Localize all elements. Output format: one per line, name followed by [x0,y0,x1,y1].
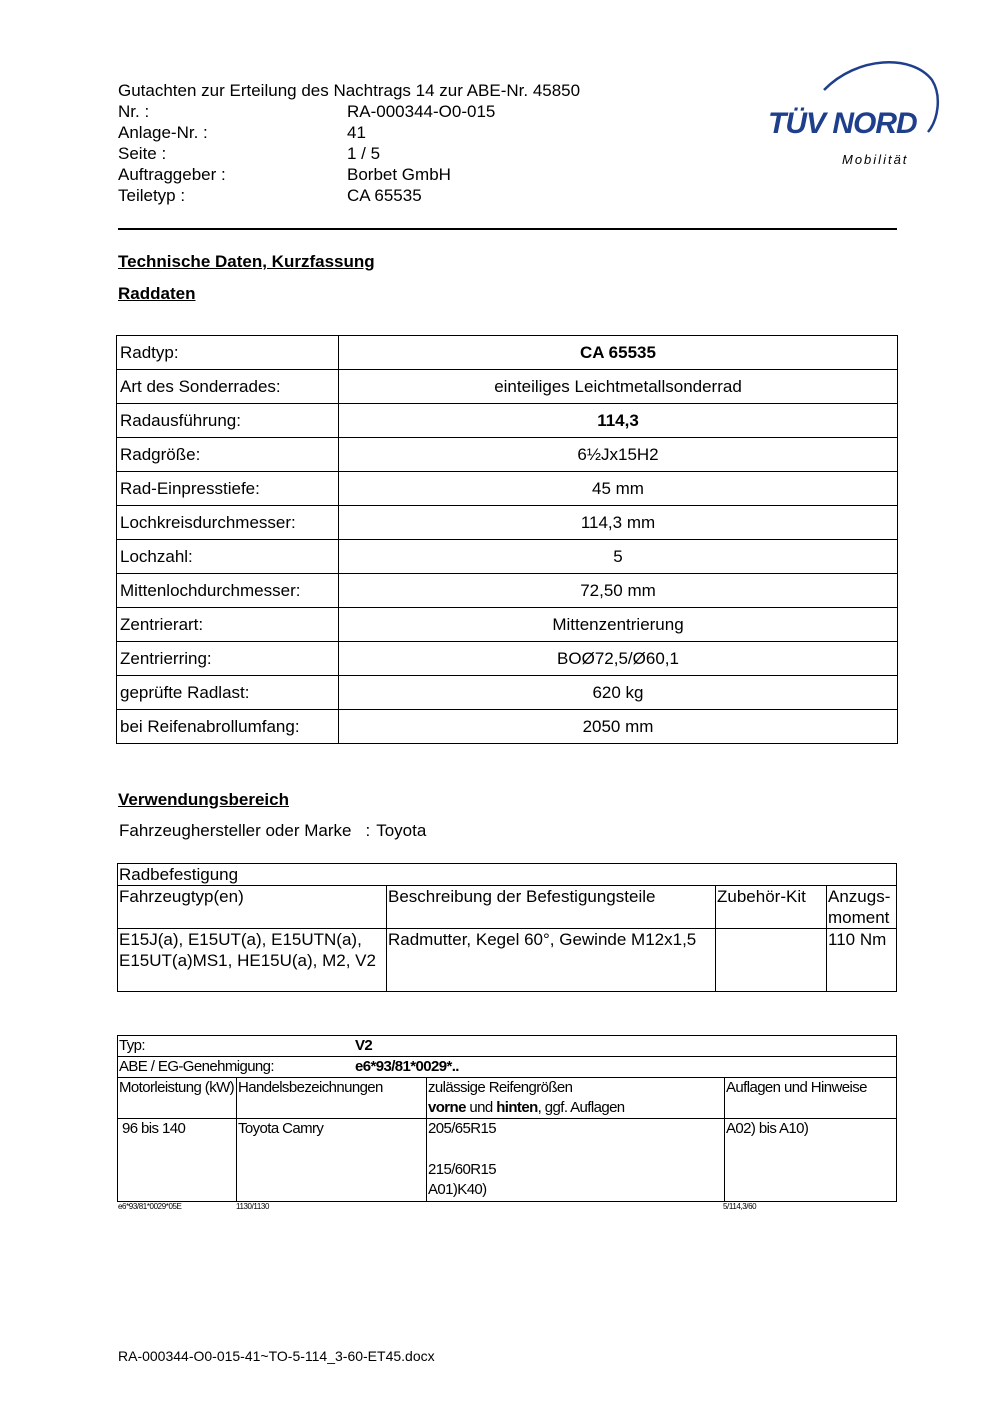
row-label: Radausführung: [117,404,339,438]
abe-row [118,1057,897,1078]
section-verwendungsbereich: Verwendungsbereich [118,790,289,809]
document-header [118,80,580,206]
row-label: geprüfte Radlast: [117,676,339,710]
radbefestigung-table [117,863,897,992]
document-title: Gutachten zur Erteilung des Nachtrags 14 zur ABE-Nr. 45850 [118,81,581,100]
row-value: 45 mm [339,472,898,506]
row-label: Radtyp: [117,336,339,370]
row-label: Lochkreisdurchmesser: [117,506,339,540]
table-row [118,1078,897,1119]
maker-value: Toyota [376,821,427,840]
beschreibung-cell: Radmutter, Kegel 60°, Gewinde M12x1,5 [387,929,716,992]
row-label: Art des Sonderrades: [117,370,339,404]
reifen-hinten: hinten [496,1099,538,1116]
tuev-nord-logo [762,58,942,173]
table-row [117,438,898,472]
table-row [117,336,898,370]
raddaten-table [116,335,898,744]
header-row-teiletyp [118,185,580,206]
header-row-seite [118,143,580,164]
row-value: 6½Jx15H2 [339,438,898,472]
row-value: 5 [339,540,898,574]
header-label: Teiletyp : [118,186,186,205]
table-row [118,1119,897,1202]
column-header: Handelsbezeichnungen [237,1078,427,1119]
footnote-approval: e6*93/81*0029*05E [118,1202,182,1211]
typ-row [118,1036,897,1057]
file-name-footer: RA-000344-O0-015-41~TO-5-114_3-60-ET45.docx [118,1348,435,1364]
row-label: Radgröße: [117,438,339,472]
row-value: einteiliges Leichtmetallsonderrad [339,370,898,404]
anzugsmoment-cell: 110 Nm [827,929,897,992]
table-row [117,642,898,676]
table-row [117,540,898,574]
footnote-bolt: 5/114,3/60 [723,1202,757,1211]
header-label: Seite : [118,144,167,163]
logo-wordmark: TÜV NORD [768,107,917,140]
table-row [117,608,898,642]
reifen-vorne: vorne [428,1099,466,1116]
reifen-size: 215/60R15 [428,1161,496,1178]
table-row [117,676,898,710]
table-row [118,864,897,886]
row-value: Mittenzentrierung [339,608,898,642]
row-value: CA 65535 [339,336,898,370]
typ-label: Typ: [119,1037,145,1054]
reifen-header-line1: zulässige Reifengrößen [428,1079,573,1096]
zubehoer-kit-cell [716,929,827,992]
column-header-reifen [427,1078,725,1119]
row-value: 620 kg [339,676,898,710]
header-label: Auftraggeber : [118,165,226,184]
typ-table [117,1035,897,1202]
footnote-load: 1130/1130 [236,1202,270,1211]
header-value: 41 [347,123,366,142]
table-row [117,472,898,506]
header-value: 1 / 5 [347,144,381,163]
column-header: Anzugs-moment [827,886,897,929]
row-label: Zentrierart: [117,608,339,642]
reifen-rest: , ggf. Auflagen [537,1099,625,1116]
row-value: 72,50 mm [339,574,898,608]
row-value: 2050 mm [339,710,898,744]
fahrzeugtypen-cell: E15J(a), E15UT(a), E15UTN(a), E15UT(a)MS1, HE15U(a), M2, V2 [118,929,387,992]
table-row [117,370,898,404]
column-header: Zubehör-Kit [716,886,827,929]
table-row [118,1057,897,1078]
header-label: Anlage-Nr. : [118,123,208,142]
row-label: Zentrierring: [117,642,339,676]
typ-value: V2 [355,1037,373,1054]
spacer [428,1139,723,1160]
table-row [117,710,898,744]
abe-label: ABE / EG-Genehmigung: [119,1058,274,1075]
reifen-size: 205/65R15 [428,1120,496,1137]
header-row-anlage [118,122,580,143]
header-divider [118,228,897,230]
table-row [117,574,898,608]
table-row [118,886,897,929]
section-raddaten: Raddaten [118,284,196,303]
header-value: Borbet GmbH [347,165,451,184]
abe-value: e6*93/81*0029*.. [355,1058,459,1075]
reifen-auflagen: A01)K40) [428,1181,487,1198]
header-row-auftraggeber [118,164,580,185]
section-technische-daten: Technische Daten, Kurzfassung [118,252,375,271]
reifen-und: und [465,1099,497,1116]
reifen-header-line2 [428,1098,723,1118]
column-header: Motorleistung (kW) [118,1078,237,1119]
header-label: Nr. : [118,102,150,121]
column-header: Beschreibung der Befestigungsteile [387,886,716,929]
table-row [118,929,897,992]
row-label: bei Reifenabrollumfang: [117,710,339,744]
handel-cell: Toyota Camry [237,1119,427,1202]
row-label: Lochzahl: [117,540,339,574]
vehicle-maker-line [119,821,426,841]
column-header: Fahrzeugtyp(en) [118,886,387,929]
reifen-cell [427,1119,725,1202]
row-label: Mittenlochdurchmesser: [117,574,339,608]
row-value: 114,3 [339,404,898,438]
maker-separator: : [365,821,371,840]
befestigung-title: Radbefestigung [118,864,897,886]
maker-label: Fahrzeughersteller oder Marke [119,821,352,840]
logo-subtitle: Mobilität [842,152,909,167]
row-value: BOØ72,5/Ø60,1 [339,642,898,676]
header-value: CA 65535 [347,186,422,205]
column-header: Auflagen und Hinweise [725,1078,897,1119]
row-value: 114,3 mm [339,506,898,540]
row-label: Rad-Einpresstiefe: [117,472,339,506]
header-row-nr [118,101,580,122]
auflagen-cell: A02) bis A10) [725,1119,897,1202]
table-row [117,506,898,540]
table-row [118,1036,897,1057]
header-value: RA-000344-O0-015 [347,102,496,121]
motor-cell: 96 bis 140 [118,1119,237,1202]
table-row [117,404,898,438]
